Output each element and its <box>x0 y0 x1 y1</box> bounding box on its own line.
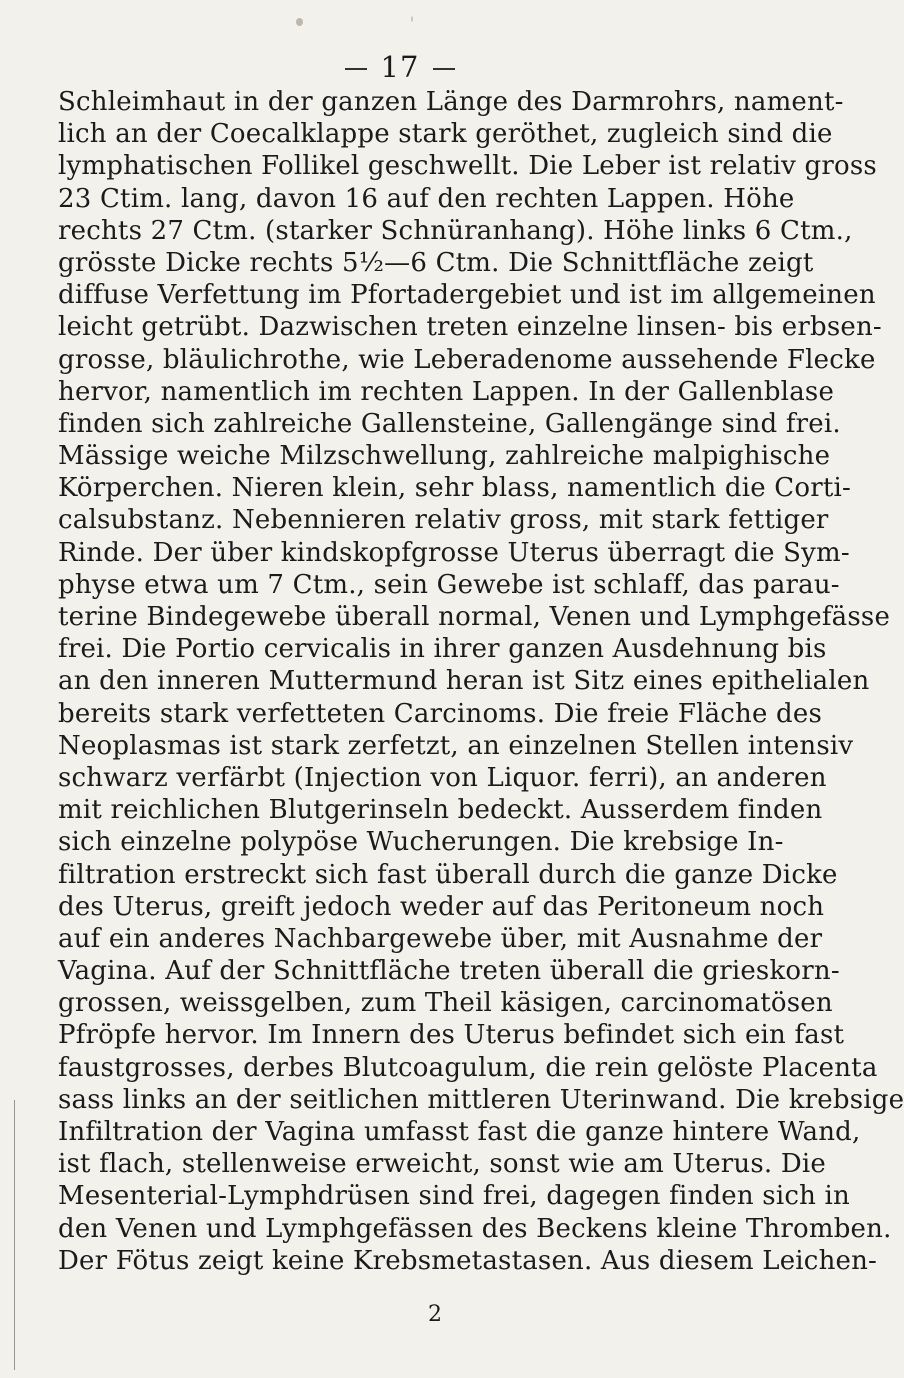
text-line: lymphatischen Follikel geschwellt. Die Leber ist relativ gross <box>58 151 877 182</box>
text-line: Pfröpfe hervor. Im Innern des Uterus befindet sich ein fast <box>58 1020 845 1051</box>
text-line: leicht getrübt. Dazwischen treten einzelne linsen- bis erbsen- <box>58 312 882 343</box>
ink-speck <box>411 16 413 22</box>
text-line: Mässige weiche Milzschwellung, zahlreiche malpighische <box>58 441 831 472</box>
text-line: grossen, weissgelben, zum Theil käsigen, carcinomatösen <box>58 988 833 1019</box>
text-line: grosse, bläulichrothe, wie Leberadenome aussehende Flecke <box>58 344 876 375</box>
text-line: sass links an der seitlichen mittleren Uterinwand. Die krebsige <box>58 1084 904 1115</box>
text-line: Schleimhaut in der ganzen Länge des Darmrohrs, nament- <box>58 87 844 117</box>
text-line: grösste Dicke rechts 5½—6 Ctm. Die Schnittfläche zeigt <box>58 247 814 278</box>
text-line: hervor, namentlich im rechten Lappen. In der Gallenblase <box>58 376 835 407</box>
text-line: 23 Ctim. lang, davon 16 auf den rechten Lappen. Höhe <box>58 183 795 214</box>
text-line: diffuse Verfettung im Pfortadergebiet und ist im allgemeinen <box>58 280 876 311</box>
text-line: Körperchen. Nieren klein, sehr blass, namentlich die Corti- <box>58 473 852 504</box>
page-edge-mark <box>14 1100 15 1370</box>
page-header <box>0 50 800 84</box>
text-line: rechts 27 Ctm. (starker Schnüranhang). Höhe links 6 Ctm., <box>58 215 853 246</box>
text-line: lich an der Coecalklappe stark geröthet, zugleich sind die <box>58 119 833 150</box>
signature-mark: 2 <box>428 1302 442 1327</box>
text-line: schwarz verfärbt (Injection von Liquor. ferri), an anderen <box>58 762 827 793</box>
text-line: mit reichlichen Blutgerinseln bedeckt. Ausserdem finden <box>58 795 823 826</box>
text-line: Der Fötus zeigt keine Krebsmetastasen. Aus diesem Leichen- <box>58 1245 878 1276</box>
text-line: finden sich zahlreiche Gallensteine, Gallengänge sind frei. <box>58 408 841 439</box>
text-line: ist flach, stellenweise erweicht, sonst wie am Uterus. Die <box>58 1149 826 1180</box>
header-dash-right <box>433 68 455 70</box>
text-line: bereits stark verfetteten Carcinoms. Die freie Fläche des <box>58 698 823 729</box>
text-line: Mesenterial-Lymphdrüsen sind frei, dagegen finden sich in <box>58 1181 850 1212</box>
text-line: frei. Die Portio cervicalis in ihrer ganzen Ausdehnung bis <box>58 634 827 665</box>
text-line: calsubstanz. Nebennieren relativ gross, mit stark fettiger <box>58 505 829 536</box>
text-line: den Venen und Lymphgefässen des Beckens kleine Thromben. <box>58 1213 892 1244</box>
text-line: terine Bindegewebe überall normal, Venen und Lymphgefässe <box>58 602 891 632</box>
body-text <box>58 86 904 1277</box>
text-line: faustgrosses, derbes Blutcoagulum, die rein gelöste Placenta <box>58 1052 878 1083</box>
page-number: 17 <box>380 50 420 84</box>
text-line: filtration erstreckt sich fast überall durch die ganze Dicke <box>58 859 838 890</box>
text-line: des Uterus, greift jedoch weder auf das Peritoneum noch <box>58 891 825 922</box>
text-line: physe etwa um 7 Ctm., sein Gewebe ist schlaff, das parau- <box>58 569 840 600</box>
text-line: an den inneren Muttermund heran ist Sitz eines epithelialen <box>58 666 870 697</box>
text-line: Vagina. Auf der Schnittfläche treten überall die grieskorn- <box>58 956 840 987</box>
text-line: Rinde. Der über kindskopfgrosse Uterus überragt die Sym- <box>58 537 850 568</box>
text-line: auf ein anderes Nachbargewebe über, mit Ausnahme der <box>58 923 823 954</box>
text-line: sich einzelne polypöse Wucherungen. Die krebsige In- <box>58 827 784 858</box>
text-line: Neoplasmas ist stark zerfetzt, an einzelnen Stellen intensiv <box>58 730 854 761</box>
text-line: Infiltration der Vagina umfasst fast die ganze hintere Wand, <box>58 1117 861 1147</box>
header-dash-left <box>345 68 367 70</box>
ink-speck <box>296 18 303 26</box>
